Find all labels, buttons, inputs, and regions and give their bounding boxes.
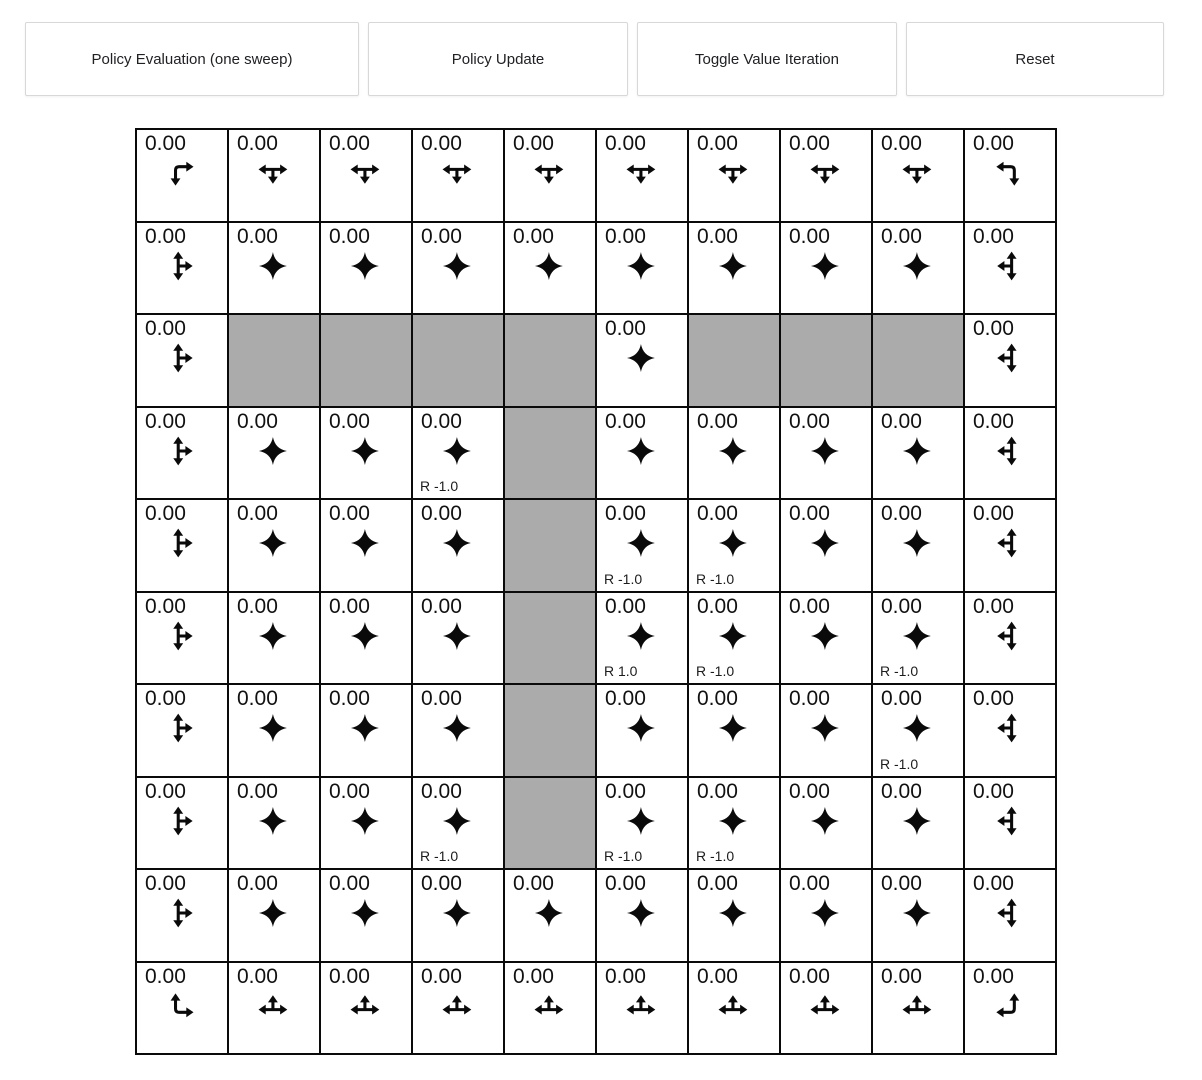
policy-arrows-all-directions-icon	[347, 248, 383, 284]
policy-arrows-all-directions-icon	[807, 248, 843, 284]
grid-cell[interactable]	[873, 870, 963, 961]
grid-cell[interactable]	[781, 870, 871, 961]
cell-value: 0.00	[697, 594, 738, 618]
policy-arrows-all-directions-icon	[899, 710, 935, 746]
grid-cell[interactable]	[137, 963, 227, 1054]
cell-value: 0.00	[237, 224, 278, 248]
policy-arrows-up-down-right-icon	[163, 525, 199, 561]
grid-cell[interactable]	[229, 870, 319, 961]
grid-cell[interactable]	[873, 223, 963, 314]
grid-cell[interactable]	[965, 963, 1055, 1054]
grid-cell[interactable]	[321, 870, 411, 961]
grid-cell[interactable]	[689, 130, 779, 221]
policy-arrows-up-down-left-icon	[991, 433, 1027, 469]
policy-arrows-up-down-left-icon	[991, 710, 1027, 746]
cell-value: 0.00	[973, 872, 1014, 895]
policy-arrows-up-down-left-icon	[991, 248, 1027, 284]
policy-arrows-all-directions-icon	[439, 803, 475, 839]
cell-value: 0.00	[697, 872, 738, 895]
wall-cell[interactable]	[505, 685, 595, 776]
grid-cell[interactable]	[505, 223, 595, 314]
wall-cell[interactable]	[321, 315, 411, 406]
cell-value: 0.00	[237, 502, 278, 525]
cell-value: 0.00	[697, 409, 738, 433]
cell-value: 0.00	[421, 132, 462, 155]
policy-arrows-all-directions-icon	[623, 525, 659, 561]
cell-value: 0.00	[881, 502, 922, 525]
grid-cell[interactable]	[781, 685, 871, 776]
cell-value: 0.00	[605, 317, 646, 340]
policy-arrows-all-directions-icon	[439, 710, 475, 746]
grid-cell[interactable]	[873, 593, 963, 684]
grid-cell[interactable]	[689, 223, 779, 314]
policy-arrows-all-directions-icon	[347, 895, 383, 931]
grid-cell[interactable]	[137, 593, 227, 684]
policy-arrows-left-right-up-icon	[531, 988, 567, 1024]
grid-cell[interactable]	[229, 963, 319, 1054]
cell-value: 0.00	[237, 779, 278, 803]
wall-cell[interactable]	[505, 500, 595, 591]
policy-arrows-all-directions-icon	[255, 618, 291, 654]
cell-value: 0.00	[789, 224, 830, 248]
policy-arrows-all-directions-icon	[623, 803, 659, 839]
cell-value: 0.00	[789, 779, 830, 803]
wall-cell[interactable]	[689, 315, 779, 406]
grid-cell[interactable]	[321, 500, 411, 591]
grid-cell[interactable]	[965, 408, 1055, 499]
policy-arrows-up-down-right-icon	[163, 433, 199, 469]
policy-arrows-all-directions-icon	[531, 895, 567, 931]
cell-value: 0.00	[789, 964, 830, 988]
cell-value: 0.00	[513, 872, 554, 895]
grid-cell[interactable]	[137, 223, 227, 314]
grid-cell[interactable]	[505, 870, 595, 961]
cell-value: 0.00	[973, 594, 1014, 618]
policy-arrows-left-right-up-icon	[255, 988, 291, 1024]
cell-reward: R -1.0	[420, 848, 459, 864]
policy-arrows-all-directions-icon	[255, 525, 291, 561]
grid-cell[interactable]	[689, 685, 779, 776]
cell-value: 0.00	[421, 964, 462, 988]
grid-cell[interactable]	[229, 130, 319, 221]
grid-cell[interactable]	[137, 500, 227, 591]
policy-arrows-all-directions-icon	[347, 525, 383, 561]
policy-arrows-all-directions-icon	[347, 710, 383, 746]
policy-arrows-left-right-down-icon	[623, 155, 659, 191]
policy-arrows-all-directions-icon	[439, 525, 475, 561]
cell-value: 0.00	[605, 502, 646, 525]
wall-cell[interactable]	[505, 778, 595, 869]
policy-arrows-right-down-icon	[163, 155, 199, 191]
grid-cell[interactable]	[781, 130, 871, 221]
cell-value: 0.00	[513, 132, 554, 155]
policy-arrows-all-directions-icon	[623, 340, 659, 376]
grid-cell[interactable]	[505, 963, 595, 1054]
policy-evaluation-button[interactable]: Policy Evaluation (one sweep)	[25, 22, 359, 96]
cell-value: 0.00	[237, 409, 278, 433]
policy-arrows-all-directions-icon	[807, 618, 843, 654]
grid-cell[interactable]	[229, 685, 319, 776]
cell-value: 0.00	[697, 964, 738, 988]
grid-cell[interactable]	[137, 685, 227, 776]
policy-arrows-all-directions-icon	[623, 895, 659, 931]
policy-arrows-all-directions-icon	[715, 248, 751, 284]
cell-value: 0.00	[605, 872, 646, 895]
grid-cell[interactable]	[597, 778, 687, 869]
cell-value: 0.00	[973, 224, 1014, 248]
cell-value: 0.00	[329, 132, 370, 155]
cell-value: 0.00	[605, 687, 646, 710]
policy-arrows-up-down-left-icon	[991, 618, 1027, 654]
grid-cell[interactable]	[321, 223, 411, 314]
grid-cell[interactable]	[873, 778, 963, 869]
cell-value: 0.00	[605, 964, 646, 988]
policy-arrows-all-directions-icon	[347, 618, 383, 654]
policy-arrows-all-directions-icon	[807, 433, 843, 469]
cell-reward: R -1.0	[420, 478, 459, 494]
cell-value: 0.00	[145, 409, 186, 433]
grid-cell[interactable]	[689, 593, 779, 684]
cell-value: 0.00	[237, 964, 278, 988]
policy-arrows-all-directions-icon	[623, 710, 659, 746]
policy-arrows-all-directions-icon	[255, 433, 291, 469]
cell-value: 0.00	[145, 132, 186, 155]
policy-arrows-all-directions-icon	[255, 710, 291, 746]
grid-cell[interactable]	[229, 778, 319, 869]
cell-value: 0.00	[145, 594, 186, 618]
cell-value: 0.00	[789, 502, 830, 525]
policy-arrows-left-right-down-icon	[715, 155, 751, 191]
policy-arrows-left-right-up-icon	[623, 988, 659, 1024]
grid-cell[interactable]	[965, 593, 1055, 684]
policy-arrows-all-directions-icon	[623, 433, 659, 469]
grid-cell[interactable]	[413, 130, 503, 221]
cell-value: 0.00	[881, 594, 922, 618]
grid-cell[interactable]	[873, 408, 963, 499]
cell-value: 0.00	[789, 872, 830, 895]
cell-value: 0.00	[237, 687, 278, 710]
cell-value: 0.00	[881, 779, 922, 803]
cell-value: 0.00	[881, 409, 922, 433]
cell-value: 0.00	[697, 132, 738, 155]
wall-cell[interactable]	[505, 315, 595, 406]
policy-arrows-all-directions-icon	[899, 525, 935, 561]
policy-arrows-up-left-icon	[991, 988, 1027, 1024]
grid-cell[interactable]	[689, 963, 779, 1054]
wall-cell[interactable]	[505, 408, 595, 499]
grid-cell[interactable]	[781, 500, 871, 591]
policy-arrows-all-directions-icon	[807, 895, 843, 931]
policy-arrows-all-directions-icon	[715, 803, 751, 839]
cell-value: 0.00	[973, 409, 1014, 433]
cell-value: 0.00	[605, 409, 646, 433]
grid-cell[interactable]	[229, 500, 319, 591]
policy-arrows-all-directions-icon	[255, 248, 291, 284]
cell-value: 0.00	[237, 594, 278, 618]
policy-arrows-left-right-down-icon	[255, 155, 291, 191]
grid-cell[interactable]	[597, 408, 687, 499]
cell-value: 0.00	[789, 687, 830, 710]
policy-arrows-all-directions-icon	[899, 248, 935, 284]
policy-arrows-up-down-right-icon	[163, 248, 199, 284]
grid-cell[interactable]	[597, 315, 687, 406]
cell-value: 0.00	[421, 224, 462, 248]
grid-cell[interactable]	[781, 778, 871, 869]
cell-value: 0.00	[697, 502, 738, 525]
policy-arrows-all-directions-icon	[255, 895, 291, 931]
grid-cell[interactable]	[413, 408, 503, 499]
policy-arrows-left-right-up-icon	[439, 988, 475, 1024]
cell-value: 0.00	[329, 409, 370, 433]
grid-cell[interactable]	[321, 130, 411, 221]
policy-arrows-up-down-right-icon	[163, 710, 199, 746]
grid-cell[interactable]	[137, 408, 227, 499]
grid-cell[interactable]	[229, 593, 319, 684]
grid-cell[interactable]	[873, 500, 963, 591]
grid-cell[interactable]	[229, 223, 319, 314]
cell-value: 0.00	[697, 779, 738, 803]
cell-reward: R -1.0	[604, 570, 643, 587]
policy-arrows-up-down-right-icon	[163, 895, 199, 931]
wall-cell[interactable]	[229, 315, 319, 406]
grid-cell[interactable]	[689, 408, 779, 499]
grid-cell[interactable]	[597, 223, 687, 314]
cell-value: 0.00	[237, 872, 278, 895]
policy-arrows-left-right-up-icon	[715, 988, 751, 1024]
policy-arrows-all-directions-icon	[899, 433, 935, 469]
cell-value: 0.00	[881, 872, 922, 895]
policy-arrows-all-directions-icon	[439, 433, 475, 469]
cell-value: 0.00	[605, 594, 646, 618]
grid-cell[interactable]	[689, 500, 779, 591]
policy-update-button[interactable]: Policy Update	[368, 22, 628, 96]
policy-arrows-all-directions-icon	[899, 803, 935, 839]
policy-arrows-all-directions-icon	[623, 618, 659, 654]
grid-cell[interactable]	[321, 408, 411, 499]
grid-cell[interactable]	[965, 500, 1055, 591]
cell-value: 0.00	[697, 224, 738, 248]
cell-value: 0.00	[421, 779, 462, 803]
cell-value: 0.00	[145, 687, 186, 710]
grid-cell[interactable]	[781, 408, 871, 499]
policy-arrows-all-directions-icon	[623, 248, 659, 284]
grid-cell[interactable]	[321, 593, 411, 684]
grid-cell[interactable]	[965, 130, 1055, 221]
cell-value: 0.00	[329, 687, 370, 710]
grid-cell[interactable]	[137, 870, 227, 961]
cell-value: 0.00	[973, 779, 1014, 803]
policy-arrows-up-down-left-icon	[991, 525, 1027, 561]
grid-cell[interactable]	[229, 408, 319, 499]
cell-value: 0.00	[329, 872, 370, 895]
wall-cell[interactable]	[505, 593, 595, 684]
cell-value: 0.00	[329, 964, 370, 988]
wall-cell[interactable]	[413, 315, 503, 406]
grid-cell[interactable]	[137, 315, 227, 406]
cell-value: 0.00	[421, 872, 462, 895]
policy-arrows-all-directions-icon	[255, 803, 291, 839]
grid-cell[interactable]	[413, 963, 503, 1054]
cell-value: 0.00	[237, 132, 278, 155]
cell-value: 0.00	[973, 964, 1014, 988]
cell-value: 0.00	[145, 964, 186, 988]
grid-cell[interactable]	[965, 685, 1055, 776]
grid-cell[interactable]	[413, 685, 503, 776]
grid-cell[interactable]	[965, 315, 1055, 406]
policy-arrows-all-directions-icon	[347, 433, 383, 469]
cell-value: 0.00	[421, 594, 462, 618]
policy-arrows-left-right-up-icon	[347, 988, 383, 1024]
policy-arrows-all-directions-icon	[715, 895, 751, 931]
cell-value: 0.00	[605, 132, 646, 155]
policy-arrows-all-directions-icon	[439, 618, 475, 654]
policy-arrows-up-right-icon	[163, 988, 199, 1024]
reset-button[interactable]: Reset	[906, 22, 1164, 96]
policy-arrows-all-directions-icon	[439, 895, 475, 931]
cell-value: 0.00	[881, 224, 922, 248]
grid-cell[interactable]	[689, 870, 779, 961]
policy-arrows-up-down-right-icon	[163, 618, 199, 654]
policy-arrows-all-directions-icon	[531, 248, 567, 284]
grid-cell[interactable]	[597, 593, 687, 684]
grid-cell[interactable]	[413, 500, 503, 591]
wall-cell[interactable]	[873, 315, 963, 406]
grid-cell[interactable]	[413, 778, 503, 869]
policy-arrows-up-down-left-icon	[991, 340, 1027, 376]
cell-value: 0.00	[697, 687, 738, 710]
grid-cell[interactable]	[873, 963, 963, 1054]
cell-value: 0.00	[421, 502, 462, 525]
policy-arrows-left-right-up-icon	[899, 988, 935, 1024]
policy-arrows-up-down-left-icon	[991, 895, 1027, 931]
cell-reward: R 1.0	[604, 663, 638, 679]
cell-value: 0.00	[881, 964, 922, 988]
cell-value: 0.00	[145, 224, 186, 248]
grid-cell[interactable]	[505, 130, 595, 221]
policy-arrows-left-right-down-icon	[899, 155, 935, 191]
cell-value: 0.00	[881, 687, 922, 710]
policy-arrows-all-directions-icon	[347, 803, 383, 839]
policy-arrows-up-down-right-icon	[163, 803, 199, 839]
policy-arrows-left-right-down-icon	[439, 155, 475, 191]
grid-cell[interactable]	[137, 130, 227, 221]
policy-arrows-left-right-down-icon	[531, 155, 567, 191]
cell-value: 0.00	[145, 779, 186, 803]
toolbar	[25, 22, 1164, 96]
cell-value: 0.00	[881, 132, 922, 155]
policy-arrows-all-directions-icon	[715, 710, 751, 746]
grid-cell[interactable]	[965, 870, 1055, 961]
grid-cell[interactable]	[321, 963, 411, 1054]
cell-value: 0.00	[145, 502, 186, 525]
policy-arrows-all-directions-icon	[807, 710, 843, 746]
cell-reward: R -1.0	[880, 663, 919, 679]
grid-cell[interactable]	[873, 685, 963, 776]
cell-value: 0.00	[421, 409, 462, 433]
policy-arrows-up-down-left-icon	[991, 803, 1027, 839]
cell-value: 0.00	[145, 872, 186, 895]
cell-value: 0.00	[513, 964, 554, 988]
policy-arrows-all-directions-icon	[715, 618, 751, 654]
cell-value: 0.00	[513, 224, 554, 248]
cell-value: 0.00	[973, 132, 1014, 155]
wall-cell[interactable]	[781, 315, 871, 406]
policy-arrows-all-directions-icon	[715, 525, 751, 561]
cell-value: 0.00	[421, 687, 462, 710]
grid-cell[interactable]	[873, 130, 963, 221]
policy-arrows-all-directions-icon	[899, 618, 935, 654]
grid-cell[interactable]	[965, 778, 1055, 869]
cell-value: 0.00	[605, 779, 646, 803]
grid-cell[interactable]	[689, 778, 779, 869]
policy-arrows-all-directions-icon	[807, 525, 843, 561]
cell-value: 0.00	[329, 502, 370, 525]
toggle-value-iteration-button[interactable]: Toggle Value Iteration	[637, 22, 897, 96]
policy-arrows-left-right-up-icon	[807, 988, 843, 1024]
cell-value: 0.00	[973, 317, 1014, 340]
gridworld	[135, 128, 1057, 1055]
cell-reward: R -1.0	[604, 848, 643, 864]
policy-arrows-up-down-right-icon	[163, 340, 199, 376]
cell-reward: R -1.0	[880, 755, 919, 772]
policy-arrows-all-directions-icon	[899, 895, 935, 931]
cell-value: 0.00	[329, 779, 370, 803]
grid-cell[interactable]	[597, 870, 687, 961]
policy-arrows-all-directions-icon	[715, 433, 751, 469]
cell-reward: R -1.0	[696, 570, 735, 587]
cell-value: 0.00	[605, 224, 646, 248]
grid-cell[interactable]	[781, 593, 871, 684]
policy-arrows-left-down-icon	[991, 155, 1027, 191]
policy-arrows-all-directions-icon	[807, 803, 843, 839]
grid-cell[interactable]	[781, 963, 871, 1054]
policy-arrows-all-directions-icon	[439, 248, 475, 284]
grid-cell[interactable]	[321, 778, 411, 869]
policy-arrows-left-right-down-icon	[347, 155, 383, 191]
grid-cell[interactable]	[965, 223, 1055, 314]
grid-cell[interactable]	[413, 223, 503, 314]
grid-cell[interactable]	[781, 223, 871, 314]
grid-cell[interactable]	[137, 778, 227, 869]
grid-cell[interactable]	[597, 685, 687, 776]
cell-value: 0.00	[329, 224, 370, 248]
cell-value: 0.00	[789, 409, 830, 433]
cell-value: 0.00	[145, 317, 186, 340]
policy-arrows-left-right-down-icon	[807, 155, 843, 191]
grid-cell[interactable]	[413, 593, 503, 684]
cell-value: 0.00	[329, 594, 370, 618]
grid-cell[interactable]	[321, 685, 411, 776]
grid-cell[interactable]	[597, 130, 687, 221]
cell-reward: R -1.0	[696, 663, 735, 679]
cell-value: 0.00	[973, 687, 1014, 710]
cell-value: 0.00	[789, 594, 830, 618]
grid-cell[interactable]	[597, 500, 687, 591]
cell-reward: R -1.0	[696, 848, 735, 864]
cell-value: 0.00	[973, 502, 1014, 525]
grid-cell[interactable]	[413, 870, 503, 961]
grid-cell[interactable]	[597, 963, 687, 1054]
cell-value: 0.00	[789, 132, 830, 155]
